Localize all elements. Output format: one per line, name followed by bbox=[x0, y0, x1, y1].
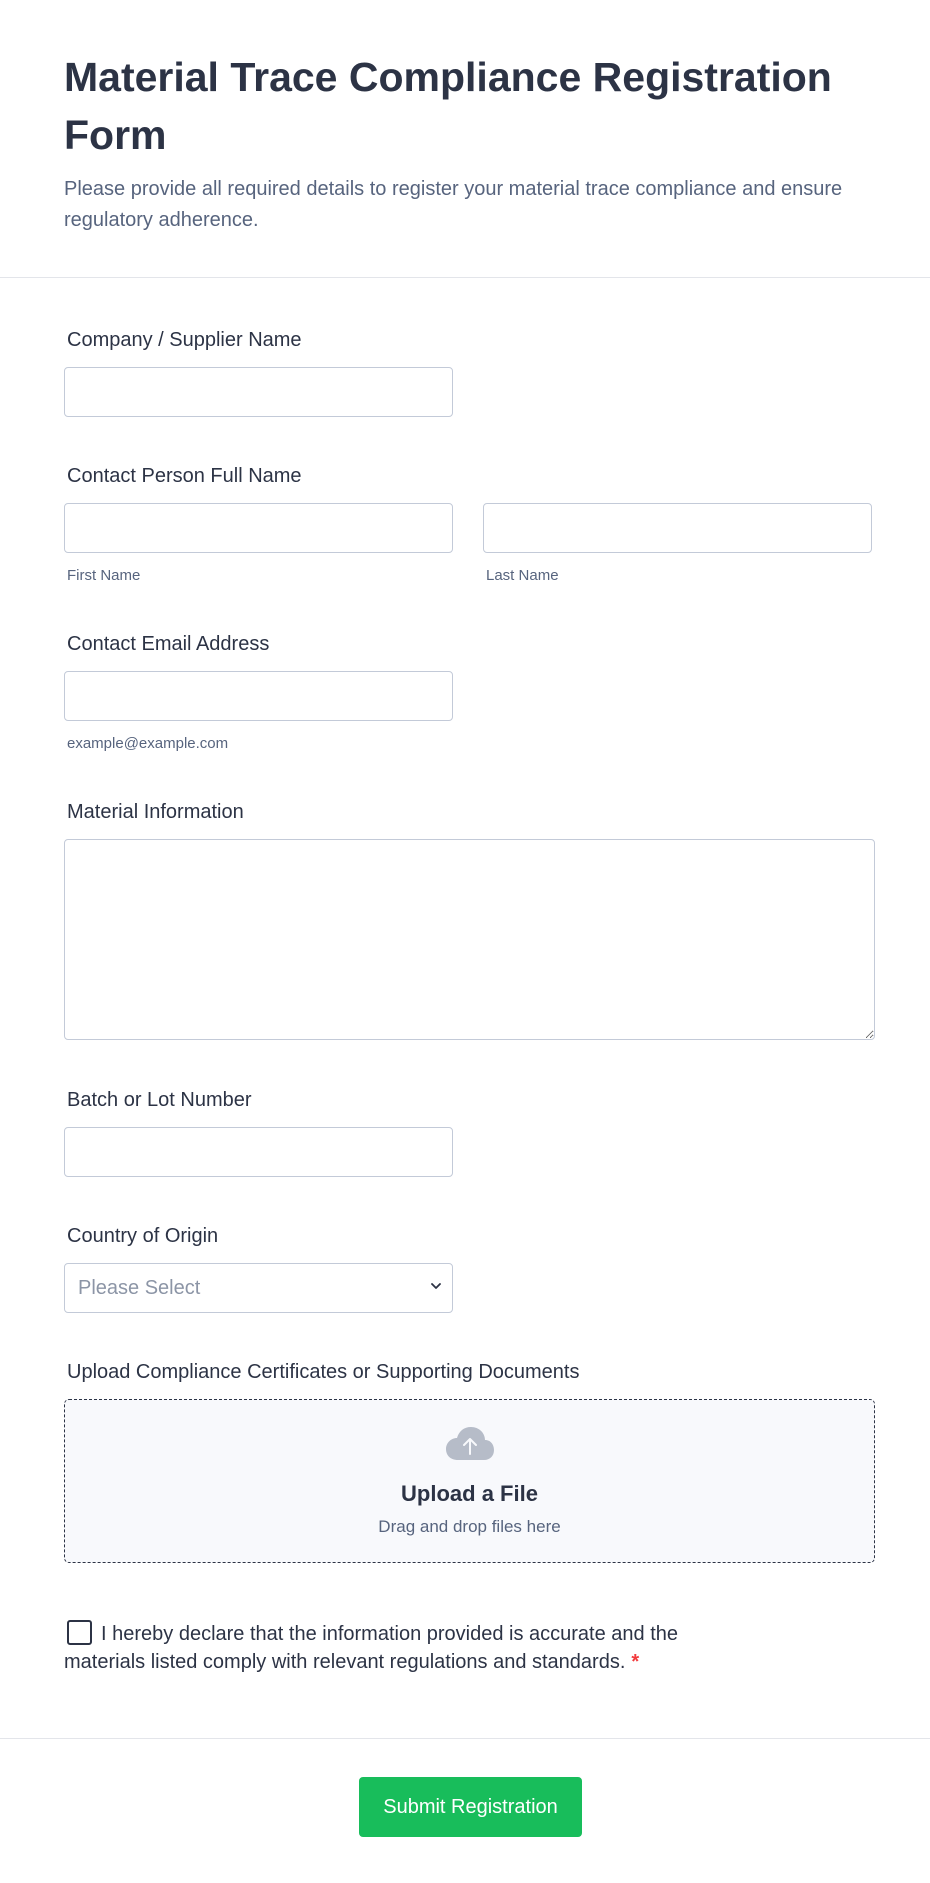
email-label: Contact Email Address bbox=[67, 633, 270, 655]
upload-dropzone[interactable] bbox=[64, 1399, 875, 1563]
submit-button[interactable]: Submit Registration bbox=[359, 1777, 582, 1837]
company-field bbox=[64, 328, 453, 417]
page-description: Please provide all required details to register your material trace compliance and ensure regulatory adherence. bbox=[64, 178, 843, 231]
cloud-upload-icon bbox=[445, 1426, 495, 1462]
page-title: Material Trace Compliance Registration Form bbox=[64, 54, 832, 158]
upload-title: Upload a File bbox=[401, 1481, 538, 1506]
first-name-sublabel: First Name bbox=[67, 567, 141, 584]
country-label: Country of Origin bbox=[67, 1225, 219, 1247]
country-field bbox=[64, 1224, 453, 1313]
batch-input[interactable] bbox=[64, 1127, 453, 1177]
email-field bbox=[64, 632, 453, 752]
contact-label: Contact Person Full Name bbox=[67, 465, 302, 487]
declaration-text: I hereby declare that the information provided is accurate and the materials listed comply with relevant regulations and standards. bbox=[64, 1623, 679, 1673]
required-marker: * bbox=[631, 1651, 640, 1673]
upload-field bbox=[64, 1360, 875, 1563]
contact-field bbox=[64, 464, 875, 584]
declaration-checkbox[interactable] bbox=[67, 1620, 92, 1645]
country-select[interactable] bbox=[64, 1263, 453, 1313]
form-footer bbox=[0, 1738, 930, 1883]
country-select-value: Please Select bbox=[64, 1263, 453, 1313]
batch-field bbox=[64, 1088, 453, 1177]
first-name-input[interactable] bbox=[64, 503, 453, 553]
email-sublabel: example@example.com bbox=[67, 735, 229, 752]
material-label: Material Information bbox=[67, 801, 244, 823]
chevron-down-icon bbox=[431, 1281, 441, 1291]
email-input[interactable] bbox=[64, 671, 453, 721]
declaration bbox=[64, 1620, 764, 1676]
upload-hint: Drag and drop files here bbox=[378, 1517, 561, 1536]
last-name-sublabel: Last Name bbox=[486, 567, 559, 584]
batch-label: Batch or Lot Number bbox=[67, 1089, 252, 1111]
company-input[interactable] bbox=[64, 367, 453, 417]
upload-label: Upload Compliance Certificates or Supporting Documents bbox=[67, 1361, 580, 1383]
material-field bbox=[64, 800, 875, 1040]
material-textarea[interactable] bbox=[64, 839, 875, 1040]
last-name-input[interactable] bbox=[483, 503, 872, 553]
form-header bbox=[0, 0, 930, 278]
company-label: Company / Supplier Name bbox=[67, 329, 302, 351]
